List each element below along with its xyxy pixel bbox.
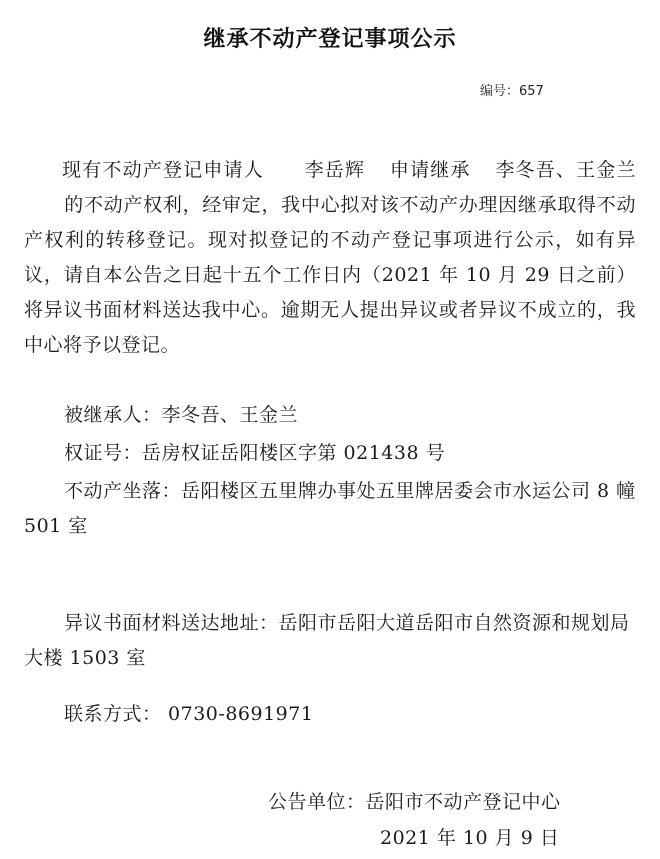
heirs-from: 李冬吾、王金兰 (494, 159, 636, 181)
applicant-name: 李岳辉 (303, 159, 366, 181)
notice-body: 的不动产权利，经审定，我中心拟对该不动产办理因继承取得不动产权利的转移登记。现对拟登记的不动产登记事项进行公示，如有异议，请自本公告之日起十五个工作日内（2021 年 10 月 29 日之前）将异议书面材料送达我中心。逾期无人提出异议或者异议不成立的，我中心将予以登记。 (24, 194, 636, 356)
objection-address-line: 异议书面材料送达地址：岳阳市岳阳大道岳阳市自然资源和规划局大楼 1503 室 (24, 612, 630, 669)
date-line: 2021 年 10 月 9 日 (380, 827, 560, 849)
notice-paragraph (24, 153, 636, 363)
certificate-line: 权证号：岳房权证岳阳楼区字第 021438 号 (64, 442, 446, 464)
serial-number: 编号：657 (480, 84, 544, 99)
contact-line: 联系方式： 0730-8691971 (64, 703, 314, 725)
page-title: 继承不动产登记事项公示 (203, 27, 457, 52)
apply-text: 申请继承 (389, 159, 471, 181)
decedent-line: 被继承人：李冬吾、王金兰 (64, 404, 299, 426)
announcer-line: 公告单位：岳阳市不动产登记中心 (268, 791, 561, 813)
location-line: 不动产坐落：岳阳楼区五里牌办事处五里牌居委会市水运公司 8 幢 501 室 (24, 480, 636, 537)
intro-prefix: 现有不动产登记申请人 (62, 159, 264, 181)
